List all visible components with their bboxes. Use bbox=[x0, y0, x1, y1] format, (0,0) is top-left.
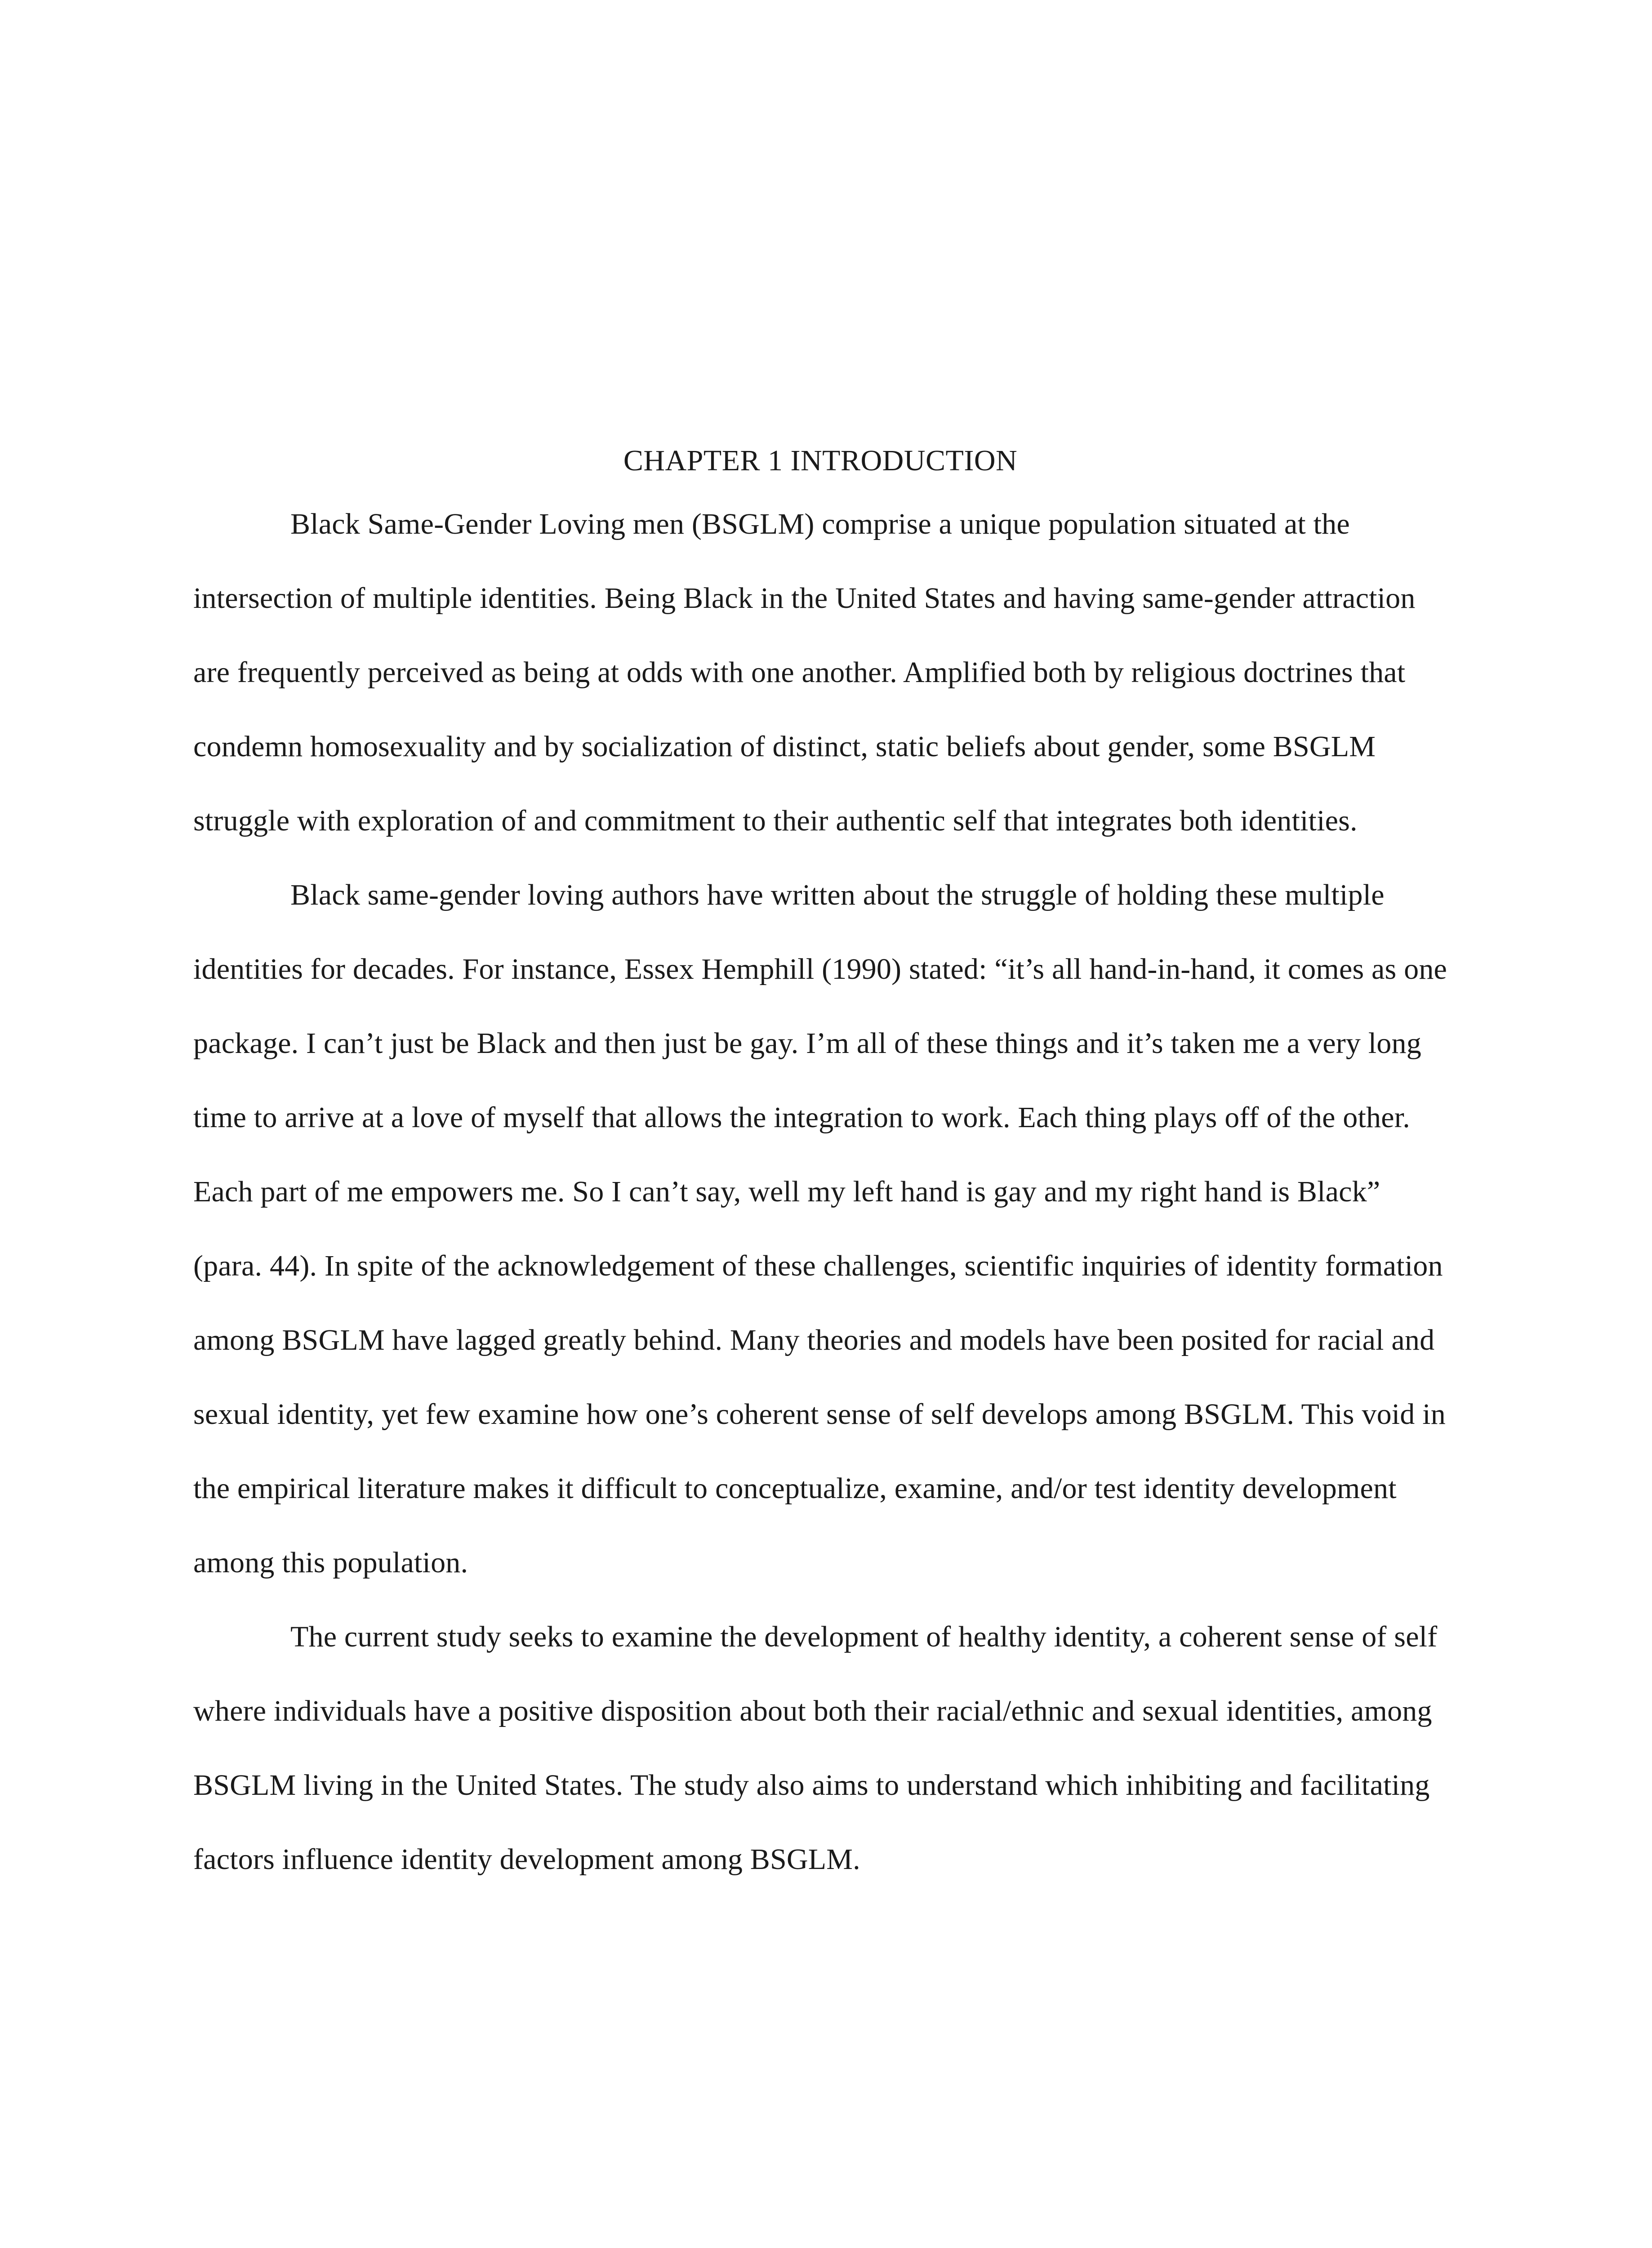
page-content bbox=[193, 438, 1447, 1896]
paragraph-3: The current study seeks to examine the development of healthy identity, a coherent sense of self where individuals have a positive disposition about both their racial/ethnic and sexual identities, among BSGLM living in the United States. The study also aims to understand which inhibiting and facilitating factors influence identity development among BSGLM. bbox=[193, 1620, 1438, 1876]
chapter-title: CHAPTER 1 INTRODUCTION bbox=[623, 444, 1018, 477]
paragraph-2: Black same-gender loving authors have written about the struggle of holding these multiple identities for decades. For instance, Essex Hemphill (1990) stated: “it’s all hand-in-hand, it comes as one package. I can’t just be Black and then just be gay. I’m all of these things and it’s taken me a very long time to arrive at a love of myself that allows the integration to work. Each thing plays off of the other. Each part of me empowers me. So I can’t say, well my left hand is gay and my right hand is Black” (para. 44). In spite of the acknowledgement of these challenges, scientific inquiries of identity formation among BSGLM have lagged greatly behind. Many theories and models have been posited for racial and sexual identity, yet few examine how one’s coherent sense of self develops among BSGLM. This void in the empirical literature makes it difficult to conceptualize, examine, and/or test identity development among this population. bbox=[193, 879, 1447, 1579]
paragraph-1: Black Same-Gender Loving men (BSGLM) comprise a unique population situated at the intersection of multiple identities. Being Black in the United States and having same-gender attraction are frequently perceived as being at odds with one another. Amplified both by religious doctrines that condemn homosexuality and by socialization of distinct, static beliefs about gender, some BSGLM struggle with exploration of and commitment to their authentic self that integrates both identities. bbox=[193, 508, 1416, 837]
